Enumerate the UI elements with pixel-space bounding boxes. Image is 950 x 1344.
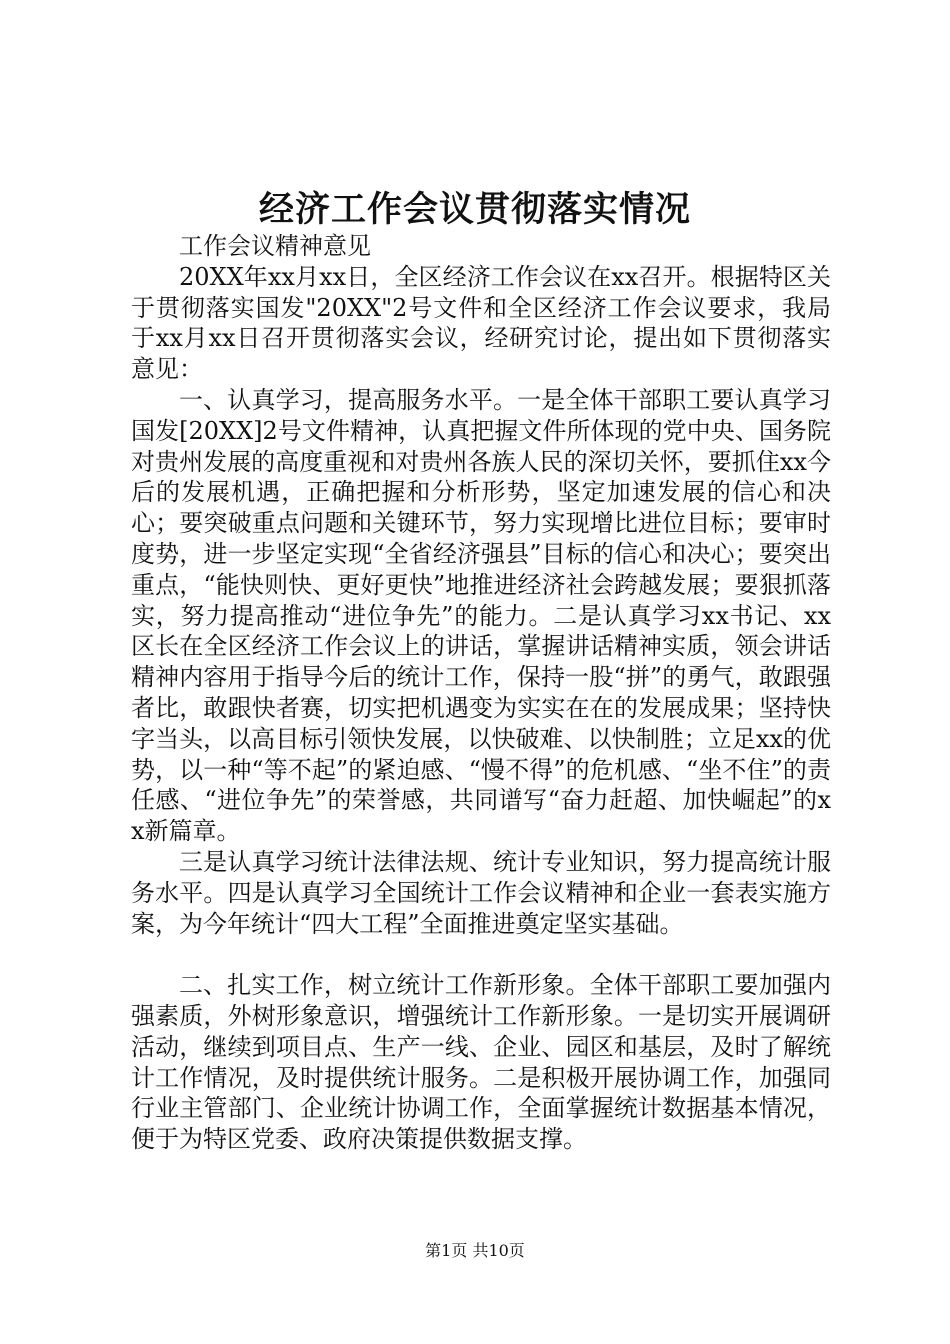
paragraph-section-one: 一、认真学习，提高服务水平。一是全体干部职工要认真学习国发[20XX]2号文件精神，认真把握文件所体现的党中央、国务院对贵州发展的高度重视和对贵州各族人民的深切关怀，要抓住xx今后的发展机遇，正确把握和分析形势，坚定加速发展的信心和决心；要突破重点问题和关键环节，努力实现增比进位目标；要审时度势，进一步坚定实现“全省经济强县”目标的信心和决心；要突出重点，“能快则快、更好更快”地推进经济社会跨越发展；要狠抓落实，努力提高推动“进位争先”的能力。二是认真学习xx书记、xx区长在全区经济工作会议上的讲话，掌握讲话精神实质，领会讲话精神内容用于指导今后的统计工作，保持一股“拼”的勇气，敢跟强者比，敢跟快者赛，切实把机遇变为实实在在的发展成果；坚持快字当头，以高目标引领快发展，以快破难、以快制胜；立足xx的优势，以一种“等不起”的紧迫感、“慢不得”的危机感、“坐不住”的责任感、“进位争先”的荣誉感，共同谱写“奋力赶超、加快崛起”的xx新篇章。 <box>131 385 831 846</box>
paragraph-intro: 20XX年xx月xx日，全区经济工作会议在xx召开。根据特区关于贯彻落实国发"20XX"2号文件和全区经济工作会议要求，我局于xx月xx日召开贯彻落实会议，经研究讨论，提出如下贯彻落实意见： <box>131 262 831 384</box>
paragraph-section-two: 二、扎实工作，树立统计工作新形象。全体干部职工要加强内强素质，外树形象意识，增强统计工作新形象。一是切实开展调研活动，继续到项目点、生产一线、企业、园区和基层，及时了解统计工作情况，及时提供统计服务。二是积极开展协调工作，加强同行业主管部门、企业统计协调工作，全面掌握统计数据基本情况，便于为特区党委、政府决策提供数据支撑。 <box>131 971 831 1154</box>
document-title: 经济工作会议贯彻落实情况 <box>258 189 691 230</box>
document-body <box>131 231 831 1155</box>
paragraph-section-one-continued: 三是认真学习统计法律法规、统计专业知识，努力提高统计服务水平。四是认真学习全国统计工作会议精神和企业一套表实施方案，为今年统计“四大工程”全面推进奠定坚实基础。 <box>131 847 831 938</box>
page-number-footer: 第1页 共10页 <box>425 1241 525 1260</box>
paragraph-subtitle: 工作会议精神意见 <box>179 232 371 260</box>
